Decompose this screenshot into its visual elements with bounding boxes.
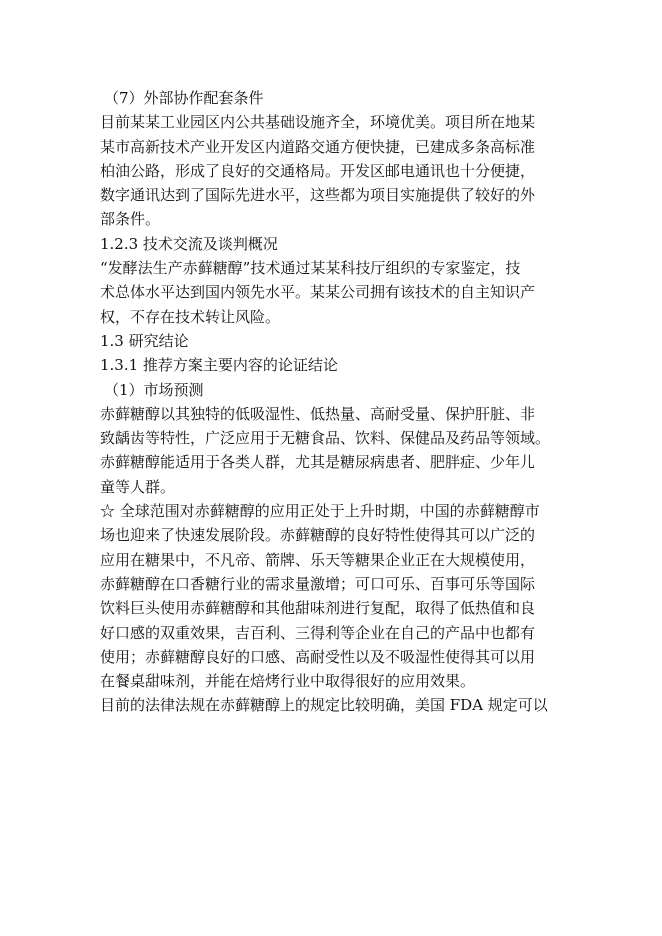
section-heading-1-3: 1.3 研究结论	[100, 331, 189, 350]
paragraph-line: 应用在糖果中，不凡帝、箭牌、乐天等糖果企业正在大规模使用，	[100, 550, 536, 569]
document-page	[100, 86, 570, 718]
paragraph-line: 术总体水平达到国内领先水平。某某公司拥有该技术的自主知识产	[100, 283, 536, 302]
paragraph-line: 柏油公路，形成了良好的交通格局。开发区邮电通讯也十分便捷，	[100, 161, 536, 180]
heading-external-conditions: （7）外部协作配套条件	[104, 89, 264, 107]
paragraph-line: 赤藓糖醇以其独特的低吸湿性、低热量、高耐受量、保护肝脏、非	[100, 404, 536, 423]
paragraph-line: 部条件。	[100, 210, 161, 229]
paragraph-line: 使用；赤藓糖醇良好的口感、高耐受性以及不吸湿性使得其可以用	[100, 647, 536, 666]
paragraph-line: “发酵法生产赤藓糖醇”技术通过某某科技厅组织的专家鉴定，技	[100, 259, 521, 278]
paragraph-line: 童等人群。	[100, 477, 176, 496]
paragraph-line: 目前的法律法规在赤藓糖醇上的规定比较明确，美国 FDA 规定可以	[100, 696, 548, 715]
paragraph-line: 权，不存在技术转让风险。	[100, 307, 281, 326]
paragraph-line: 在餐桌甜味剂，并能在焙烤行业中取得很好的应用效果。	[100, 672, 476, 691]
paragraph-line: 目前某某工业园区内公共基础设施齐全，环境优美。项目所在地某	[100, 113, 536, 132]
paragraph-line: 场也迎来了快速发展阶段。赤藓糖醇的良好特性使得其可以广泛的	[100, 526, 536, 545]
subheading-market-forecast: （1）市场预测	[104, 380, 204, 399]
paragraph-line: 好口感的双重效果，吉百利、三得利等企业在自己的产品中也都有	[100, 623, 536, 642]
section-heading-1-3-1: 1.3.1 推荐方案主要内容的论证结论	[100, 356, 338, 375]
paragraph-line: 赤藓糖醇在口香糖行业的需求量激增；可口可乐、百事可乐等国际	[100, 574, 536, 593]
paragraph-line: 饮料巨头使用赤藓糖醇和其他甜味剂进行复配，取得了低热值和良	[100, 599, 536, 618]
paragraph-line: ☆ 全球范围对赤藓糖醇的应用正处于上升时期，中国的赤藓糖醇市	[100, 502, 540, 521]
paragraph-line: 致龋齿等特性，广泛应用于无糖食品、饮料、保健品及药品等领域。	[100, 429, 551, 448]
paragraph-line: 赤藓糖醇能适用于各类人群，尤其是糖尿病患者、肥胖症、少年儿	[100, 453, 536, 472]
section-heading-1-2-3: 1.2.3 技术交流及谈判概况	[100, 234, 278, 253]
paragraph-line: 数字通讯达到了国际先进水平，这些都为项目实施提供了较好的外	[100, 186, 536, 205]
paragraph-line: 某市高新技术产业开发区内道路交通方便快捷，已建成多条高标准	[100, 137, 536, 156]
